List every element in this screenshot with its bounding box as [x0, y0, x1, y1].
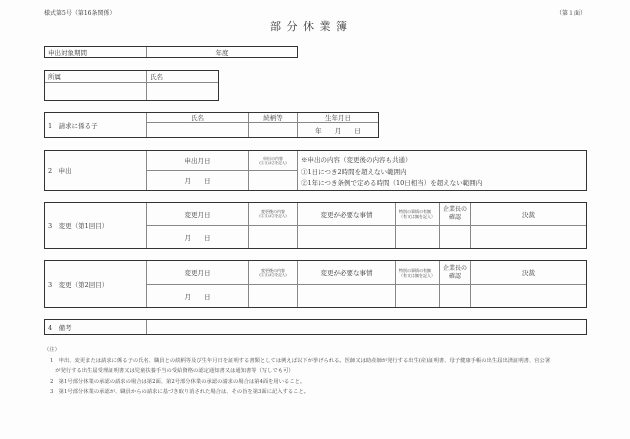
notes-block	[44, 345, 550, 398]
change-2-special-header: 特別の事情の有無（有又は無を記入）	[396, 261, 440, 285]
note-1-cont: が発行する出生届受理証明書又は児童扶養手当の受給資格の認定通知書又は通知書等（写しでも可）	[50, 368, 294, 374]
change-2-content-header	[249, 261, 298, 285]
application-note-title: ※申出の内容（変更後の内容も共通）	[301, 156, 412, 164]
change-2-date-header: 変更月日	[147, 261, 249, 285]
page-label: （第１面）	[556, 10, 587, 17]
change-2-confirm-header: 企業長の確認	[440, 261, 471, 285]
change-table-1	[44, 202, 587, 249]
child-birth-field[interactable]: 年 月 日	[298, 123, 379, 138]
application-section-label: 2 申出	[45, 151, 147, 191]
change-1-special-field[interactable]	[396, 226, 440, 249]
application-note-cell	[298, 151, 587, 191]
change-2-content-sub: (①又は②を記入)	[259, 272, 287, 277]
change-1-content-sub: (①又は②を記入)	[259, 214, 287, 218]
change-1-reason-header: 変更が必要な事情	[298, 203, 396, 226]
application-table	[44, 150, 587, 191]
change-1-reason-field[interactable]	[298, 226, 396, 249]
note-1: 1 申出、変更または請求に係る子の氏名、職員との続柄等及び生年月日を証明する書類としては例えば以下が挙げられる。医師又は助産師が発行する出生(産)証明書、母子健康手帳の出生届出済証明書、官公署	[50, 357, 551, 364]
period-table	[44, 46, 298, 58]
name-label: 氏名	[147, 71, 219, 83]
change-1-date-field[interactable]: 月 日	[147, 226, 249, 249]
note-2: 2 第1号部分休業の承認の請求の場合は第2面、第2号部分休業の承認の請求の場合は第4面を用いること。	[50, 378, 306, 385]
change-1-date-header: 変更月日	[147, 203, 249, 226]
name-field[interactable]	[147, 83, 219, 101]
child-relation-header: 続柄等	[249, 113, 298, 123]
change-table-2	[44, 260, 587, 308]
change-2-label: 3 変更（第2回目）	[45, 261, 147, 308]
change-1-special-header: 特別の事情の有無（有又は無を記入）	[396, 203, 440, 226]
employee-table	[44, 70, 219, 101]
application-option-2: ②1年につき条例で定める時間（10日相当）を超えない範囲内	[301, 179, 483, 187]
change-2-approval-header: 決裁	[471, 261, 587, 285]
change-2-content-title: 変更後の内容	[261, 267, 285, 273]
remarks-label: 4 備考	[45, 320, 147, 335]
page-title: 部 分 休 業 簿	[270, 20, 348, 33]
change-2-reason-header: 変更が必要な事情	[298, 261, 396, 285]
application-content-title: 申出の内容	[263, 155, 283, 161]
period-value-field[interactable]: 年度	[147, 47, 298, 58]
child-relation-field[interactable]	[249, 123, 298, 138]
change-1-approval-field[interactable]	[471, 226, 587, 249]
child-table	[44, 112, 379, 138]
application-content-sub: (①又は②を記入)	[259, 160, 287, 165]
change-1-content-field[interactable]	[249, 226, 298, 249]
application-content-header	[249, 151, 298, 171]
change-2-date-field[interactable]: 月 日	[147, 285, 249, 308]
application-option-1: ①1日につき2時間を超えない範囲内	[301, 168, 407, 176]
notes-title: （注）	[44, 347, 60, 353]
change-1-approval-header: 決裁	[471, 203, 587, 226]
change-2-reason-field[interactable]	[298, 285, 396, 308]
change-2-approval-field[interactable]	[471, 285, 587, 308]
change-2-special-field[interactable]	[396, 285, 440, 308]
change-1-content-header	[249, 203, 298, 226]
change-1-confirm-field[interactable]	[440, 226, 471, 249]
affiliation-field[interactable]	[45, 83, 147, 101]
change-2-content-field[interactable]	[249, 285, 298, 308]
change-1-confirm-header: 企業長の確認	[440, 203, 471, 226]
remarks-field[interactable]	[147, 320, 587, 335]
child-section-label: 1 請求に係る子	[45, 113, 147, 138]
remarks-table	[44, 319, 587, 335]
affiliation-label: 所属	[45, 71, 147, 83]
child-name-header: 氏名	[147, 113, 249, 123]
form-number: 様式第5号（第16条関係）	[44, 10, 116, 17]
note-3: 3 第1号部分休業の承認が、職員からの請求に基づき取り消された場合は、その旨を第3面に記入すること。	[50, 389, 310, 395]
child-name-field[interactable]	[147, 123, 249, 138]
child-birth-header: 生年月日	[298, 113, 379, 123]
change-2-confirm-field[interactable]	[440, 285, 471, 308]
change-1-content-title: 変更後の内容	[261, 209, 285, 214]
application-date-field[interactable]: 月 日	[147, 171, 249, 191]
application-date-header: 申出月日	[147, 151, 249, 171]
period-label: 申出対象期間	[45, 47, 147, 58]
application-content-field[interactable]	[249, 171, 298, 191]
change-1-label: 3 変更（第1回目）	[45, 203, 147, 249]
